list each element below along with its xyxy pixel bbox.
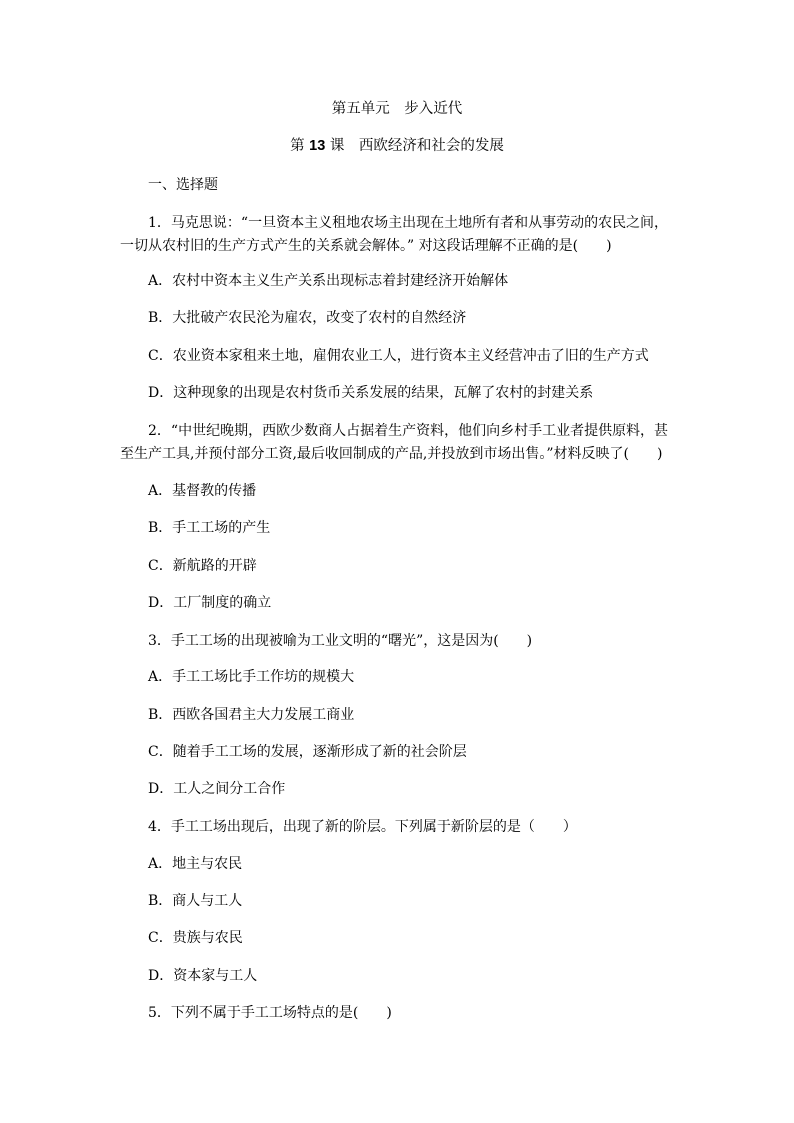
question-2-line-1: 2．“中世纪晚期，西欧少数商人占据着生产资料，他们向乡村手工业者提供原料，甚 [148,423,669,439]
lesson-prefix: 第 [290,138,310,154]
question-3-option-d: D．工人之间分工合作 [148,781,286,797]
question-3-option-c: C．随着手工工场的发展，逐渐形成了新的社会阶层 [148,744,467,760]
question-3: 3．手工工场的出现被喻为工业文明的“曙光”，这是因为( ) [148,633,533,649]
question-1-option-c: C．农业资本家租来土地，雇佣农业工人，进行资本主义经营冲击了旧的生产方式 [148,348,649,364]
question-1-option-d: D．这种现象的出现是农村货币关系发展的结果，瓦解了农村的封建关系 [148,385,594,401]
question-1-option-b: B．大批破产农民沦为雇农，改变了农村的自然经济 [148,310,467,326]
lesson-number: 13 [309,138,326,154]
question-4: 4．手工工场出现后，出现了新的阶层。下列属于新阶层的是（ ） [148,819,577,835]
question-2-option-c: C．新航路的开辟 [148,558,257,574]
question-2-option-b: B．手工工场的产生 [148,520,271,536]
question-4-option-b: B．商人与工人 [148,893,243,909]
lesson-suffix: 课 西欧经济和社会的发展 [325,138,504,154]
question-1-line-1: 1．马克思说：“一旦资本主义租地农场主出现在土地所有者和从事劳动的农民之间， [148,215,669,231]
lesson-title [0,135,794,157]
question-5: 5．下列不属于手工工场特点的是( ) [148,1005,392,1021]
section-heading: 一、选择题 [148,177,218,193]
question-2-option-a: A．基督教的传播 [148,483,257,499]
question-4-option-d: D．资本家与工人 [148,968,258,984]
question-1-option-a: A．农村中资本主义生产关系出现标志着封建经济开始解体 [148,273,509,289]
question-1 [120,212,680,258]
question-4-option-c: C．贵族与农民 [148,930,243,946]
question-3-option-b: B．西欧各国君主大力发展工商业 [148,707,355,723]
question-2-line-2: 至生产工具,并预付部分工资,最后收回制成的产品,并投放到市场出售。”材料反映了( ) [120,446,663,462]
question-3-option-a: A．手工工场比手工作坊的规模大 [148,669,355,685]
question-4-option-a: A．地主与农民 [148,856,243,872]
unit-title: 第五单元 步入近代 [331,101,463,117]
question-2 [120,420,680,466]
question-2-option-d: D．工厂制度的确立 [148,595,272,611]
question-1-line-2: 一切从农村旧的生产方式产生的关系就会解体。” 对这段话理解不正确的是( ) [120,238,612,254]
